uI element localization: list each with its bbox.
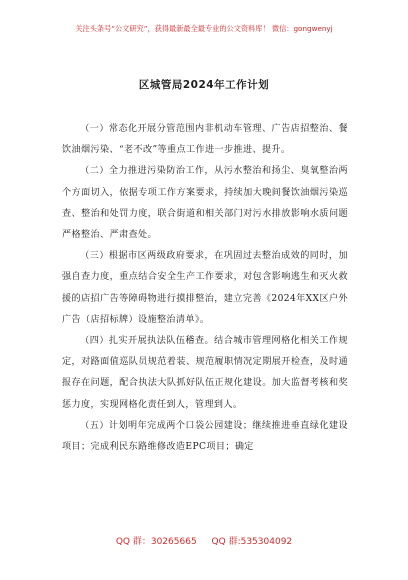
paragraph-5: （五）计划明年完成两个口袋公园建设；继续推进垂直绿化建设项目；完成利民东路维修改造EPC项目；确定 (62, 420, 348, 453)
paragraph-3: （三）根据市区两级政府要求，在巩固过去整治成效的同时，加强自查力度，重点结合安全生产工作要求，对包含影响逃生和灭火救援的店招广告等障碍物进行摸排整治，建立完善《2024年XX区户外广告（店招标牌）设施整治清单》。 (62, 251, 348, 325)
document-body (62, 119, 348, 458)
paragraph-2: （二）全力推进污染防治工作，从污水整治和扬尘、臭氧整治两个方面切入，依据专项工作方案要求，持续加大晚间餐饮油烟污染巡查、整治和处罚力度，联合街道和相关部门对污水排放影响水质问题严格整治、严肃查处。 (62, 166, 348, 241)
promo-banner: 关注头条号“公文研究”，获得最新最全最专业的公文资料库！ 微信：gongwenyj (75, 24, 333, 33)
qq-group-footer (0, 534, 408, 547)
qq-group-2: QQ 群:535304092 (211, 537, 293, 547)
document-title: 区城管局2024年工作计划 (138, 79, 270, 91)
qq-group-1: QQ 群：30265665 (115, 537, 197, 547)
paragraph-1: （一）常态化开展分管范围内非机动车管理、广告店招整治、餐饮油烟污染、“老不改”等重点工作进一步推进、提升。 (62, 124, 348, 156)
paragraph-4: （四）扎实开展执法队伍稽查。结合城市管理网格化相关工作规定，对路面值巡队员规范着装、规范履职情况定期展开检查，及时通报存在问题，配合执法大队抓好队伍正规化建设。加大监督考核和奖惩力度，实现网格化责任到人，管理到人。 (62, 336, 348, 410)
